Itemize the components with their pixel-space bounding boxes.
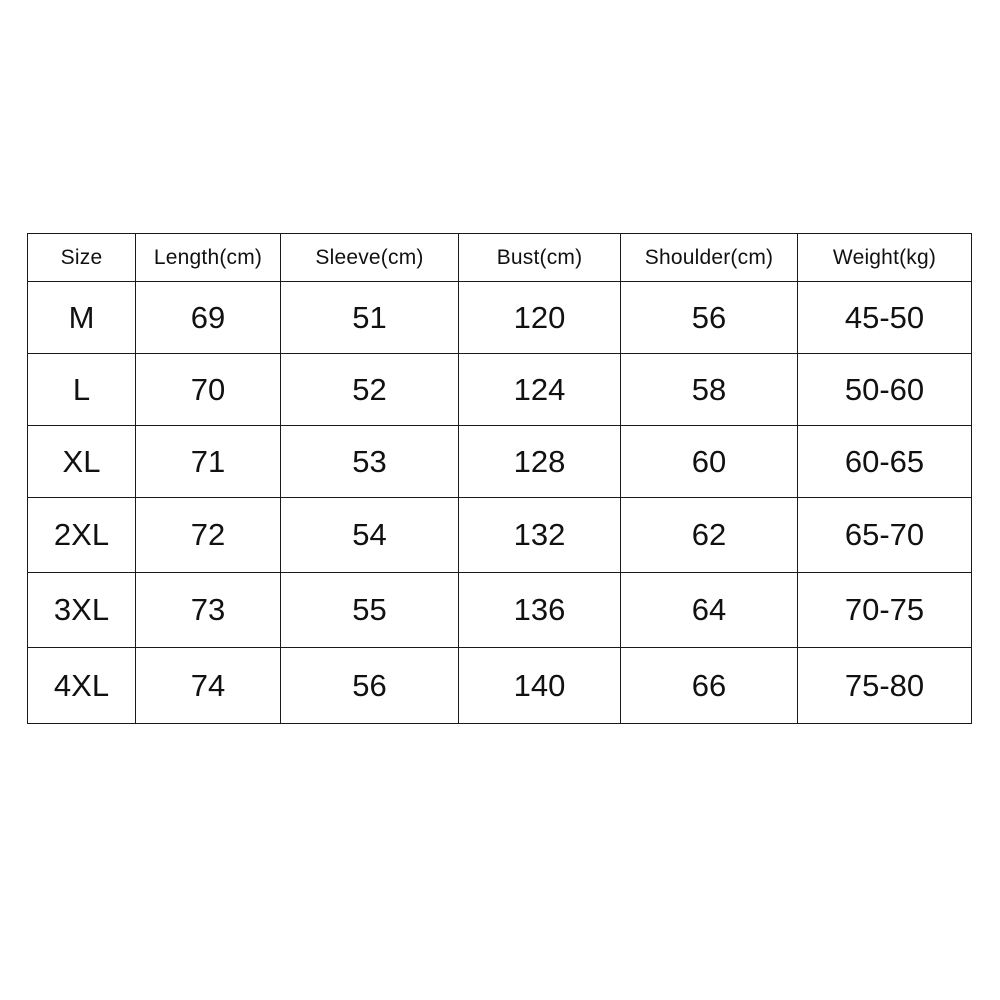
cell-sleeve: 52: [281, 354, 459, 426]
cell-shoulder: 56: [621, 282, 798, 354]
table-row: [28, 648, 972, 724]
cell-sleeve: 53: [281, 426, 459, 498]
cell-length: 69: [136, 282, 281, 354]
cell-size: XL: [28, 426, 136, 498]
cell-length: 70: [136, 354, 281, 426]
header-bust: Bust(cm): [459, 234, 621, 282]
cell-shoulder: 64: [621, 573, 798, 648]
cell-sleeve: 54: [281, 498, 459, 573]
cell-length: 73: [136, 573, 281, 648]
cell-bust: 120: [459, 282, 621, 354]
cell-shoulder: 58: [621, 354, 798, 426]
cell-bust: 132: [459, 498, 621, 573]
cell-weight: 65-70: [798, 498, 972, 573]
size-chart-table: [27, 233, 972, 724]
cell-sleeve: 51: [281, 282, 459, 354]
cell-size: L: [28, 354, 136, 426]
cell-bust: 136: [459, 573, 621, 648]
header-size: Size: [28, 234, 136, 282]
cell-weight: 70-75: [798, 573, 972, 648]
cell-size: 3XL: [28, 573, 136, 648]
table-row: [28, 354, 972, 426]
cell-sleeve: 56: [281, 648, 459, 724]
header-row: [28, 234, 972, 282]
cell-bust: 140: [459, 648, 621, 724]
header-shoulder: Shoulder(cm): [621, 234, 798, 282]
cell-size: 2XL: [28, 498, 136, 573]
cell-shoulder: 60: [621, 426, 798, 498]
cell-length: 72: [136, 498, 281, 573]
cell-size: 4XL: [28, 648, 136, 724]
cell-shoulder: 66: [621, 648, 798, 724]
table-row: [28, 573, 972, 648]
cell-size: M: [28, 282, 136, 354]
cell-weight: 75-80: [798, 648, 972, 724]
cell-bust: 128: [459, 426, 621, 498]
cell-length: 74: [136, 648, 281, 724]
table-row: [28, 498, 972, 573]
cell-bust: 124: [459, 354, 621, 426]
header-length: Length(cm): [136, 234, 281, 282]
table-row: [28, 282, 972, 354]
cell-length: 71: [136, 426, 281, 498]
cell-weight: 50-60: [798, 354, 972, 426]
cell-shoulder: 62: [621, 498, 798, 573]
cell-weight: 45-50: [798, 282, 972, 354]
table-row: [28, 426, 972, 498]
header-sleeve: Sleeve(cm): [281, 234, 459, 282]
cell-weight: 60-65: [798, 426, 972, 498]
header-weight: Weight(kg): [798, 234, 972, 282]
cell-sleeve: 55: [281, 573, 459, 648]
